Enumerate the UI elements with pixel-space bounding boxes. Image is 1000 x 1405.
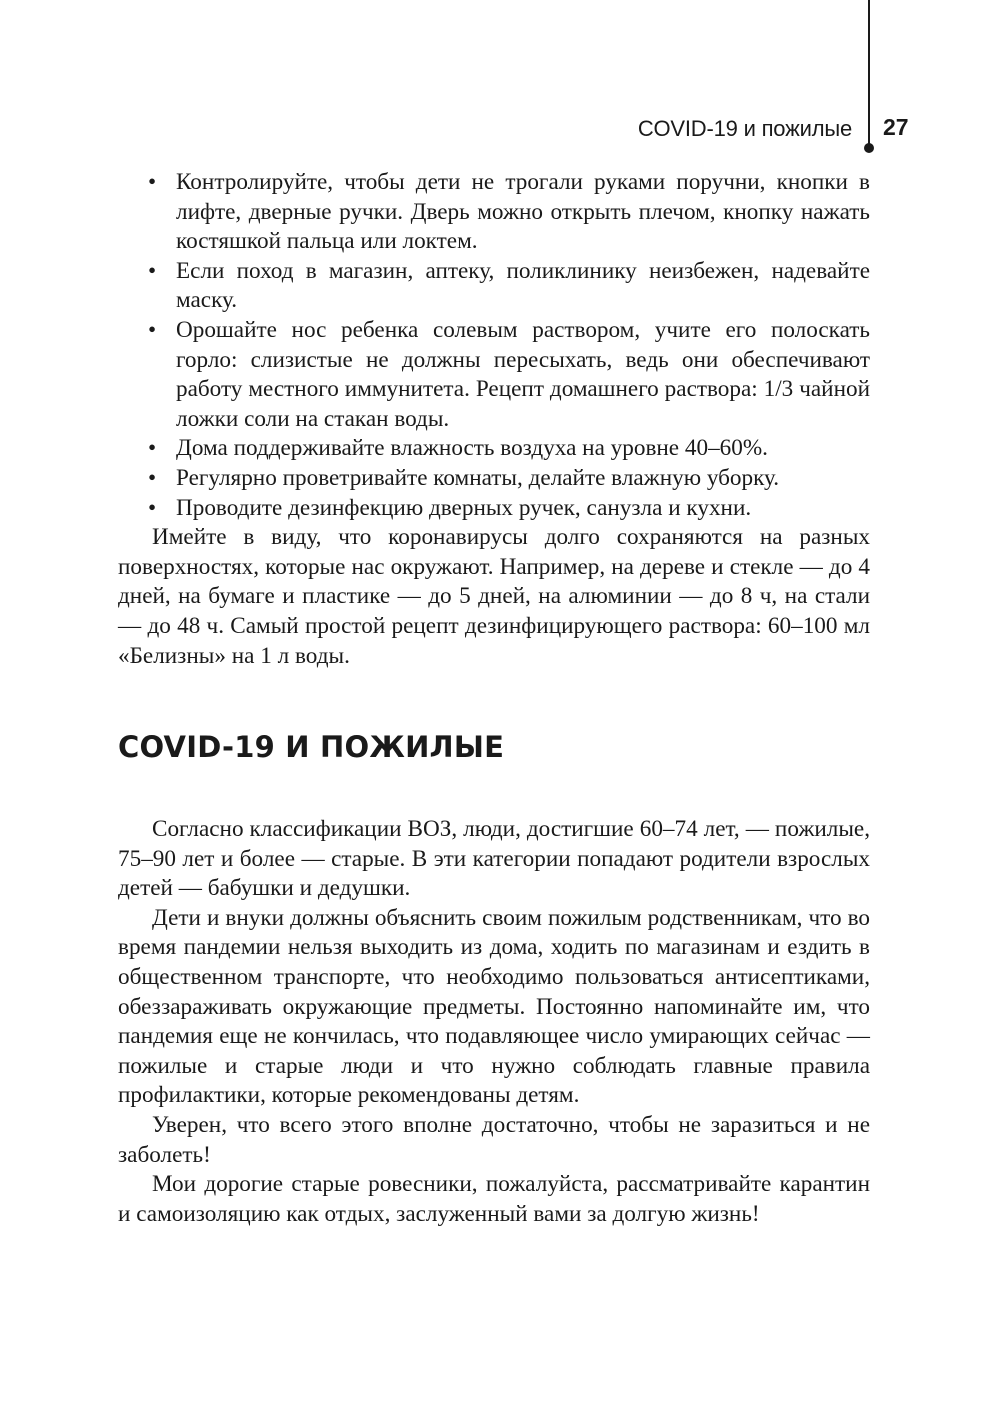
running-title: COVID-19 и пожилые xyxy=(637,116,852,141)
list-item-text: Если поход в магазин, аптеку, поликлинику неизбежен, надевайте маску. xyxy=(176,257,870,314)
list-item-text: Дома поддерживайте влажность воздуха на уровне 40–60%. xyxy=(176,435,768,462)
paragraph-advice-to-relatives: Дети и внуки должны объяснить своим пожилым родственникам, что во время пандемии нельзя выходить из дома, ходить по магазинам и ездить в общественном транспорте, что необходимо пользоваться антисептиками, обеззараживать окружающие предметы. Постоянно напоминайте им, что пандемия еще не кончилась, что подавляющее число умирающих сейчас — пожилые и старые люди и что нужно соблюдать главные правила профилактики, которые рекомендованы детям. xyxy=(118,904,870,1109)
list-item xyxy=(118,464,870,494)
list-item xyxy=(118,168,870,257)
paragraph-who-classification: Согласно классификации ВОЗ, люди, достигшие 60–74 лет, — пожилые, 75–90 лет и более — старые. В эти категории попадают родители взрослых детей — бабушки и дедушки. xyxy=(118,816,870,902)
list-item-text: Регулярно проветривайте комнаты, делайте влажную уборку. xyxy=(176,464,780,491)
bullet-icon: • xyxy=(148,464,157,491)
paragraph-surfaces: Имейте в виду, что коронавирусы долго сохраняются на разных поверхностях, которые нас окружают. Например, на дереве и стекле — до 4 дней, на бумаге и пластике — до 5 дней, на алюминии — до 8 ч, на стали — до 48 ч. Самый простой рецепт дезинфицирующего раствора: 60–100 мл «Белизны» на 1 л воды. xyxy=(118,524,870,669)
bullet-icon: • xyxy=(148,435,157,462)
list-item-text: Проводите дезинфекцию дверных ручек, санузла и кухни. xyxy=(176,494,752,521)
list-item xyxy=(118,257,870,316)
bullet-icon: • xyxy=(148,169,157,195)
paragraph-address-to-peers: Мои дорогие старые ровесники, пожалуйста, рассматривайте карантин и самоизоляцию как отдых, заслуженный вами за долгую жизнь! xyxy=(118,1171,870,1227)
bullet-icon: • xyxy=(148,494,157,521)
list-item-text: Орошайте нос ребенка солевым раствором, учите его полоскать горло: слизистые не должны пересыхать, ведь они обеспечивают работу местного иммунитета. Рецепт домашнего раствора: 1/3 чайной ложки соли на стакан воды. xyxy=(176,316,870,432)
list-item-text: Контролируйте, чтобы дети не трогали руками поручни, кнопки в лифте, дверные ручки. Дверь можно открыть плечом, кнопку нажать костяшкой пальца или локтем. xyxy=(176,169,870,255)
section-heading: COVID-19 И ПОЖИЛЫЕ xyxy=(118,730,505,765)
bullet-list xyxy=(118,168,870,523)
paragraph-confidence: Уверен, что всего этого вполне достаточно, чтобы не заразиться и не заболеть! xyxy=(118,1112,870,1168)
page-body xyxy=(118,168,870,1229)
page-number: 27 xyxy=(883,114,909,140)
list-item xyxy=(118,434,870,464)
header-vertical-rule xyxy=(868,0,870,150)
bullet-icon: • xyxy=(148,257,157,284)
list-item xyxy=(118,316,870,434)
header-rule-dot xyxy=(864,143,874,153)
bullet-icon: • xyxy=(148,316,157,343)
list-item xyxy=(118,494,870,524)
